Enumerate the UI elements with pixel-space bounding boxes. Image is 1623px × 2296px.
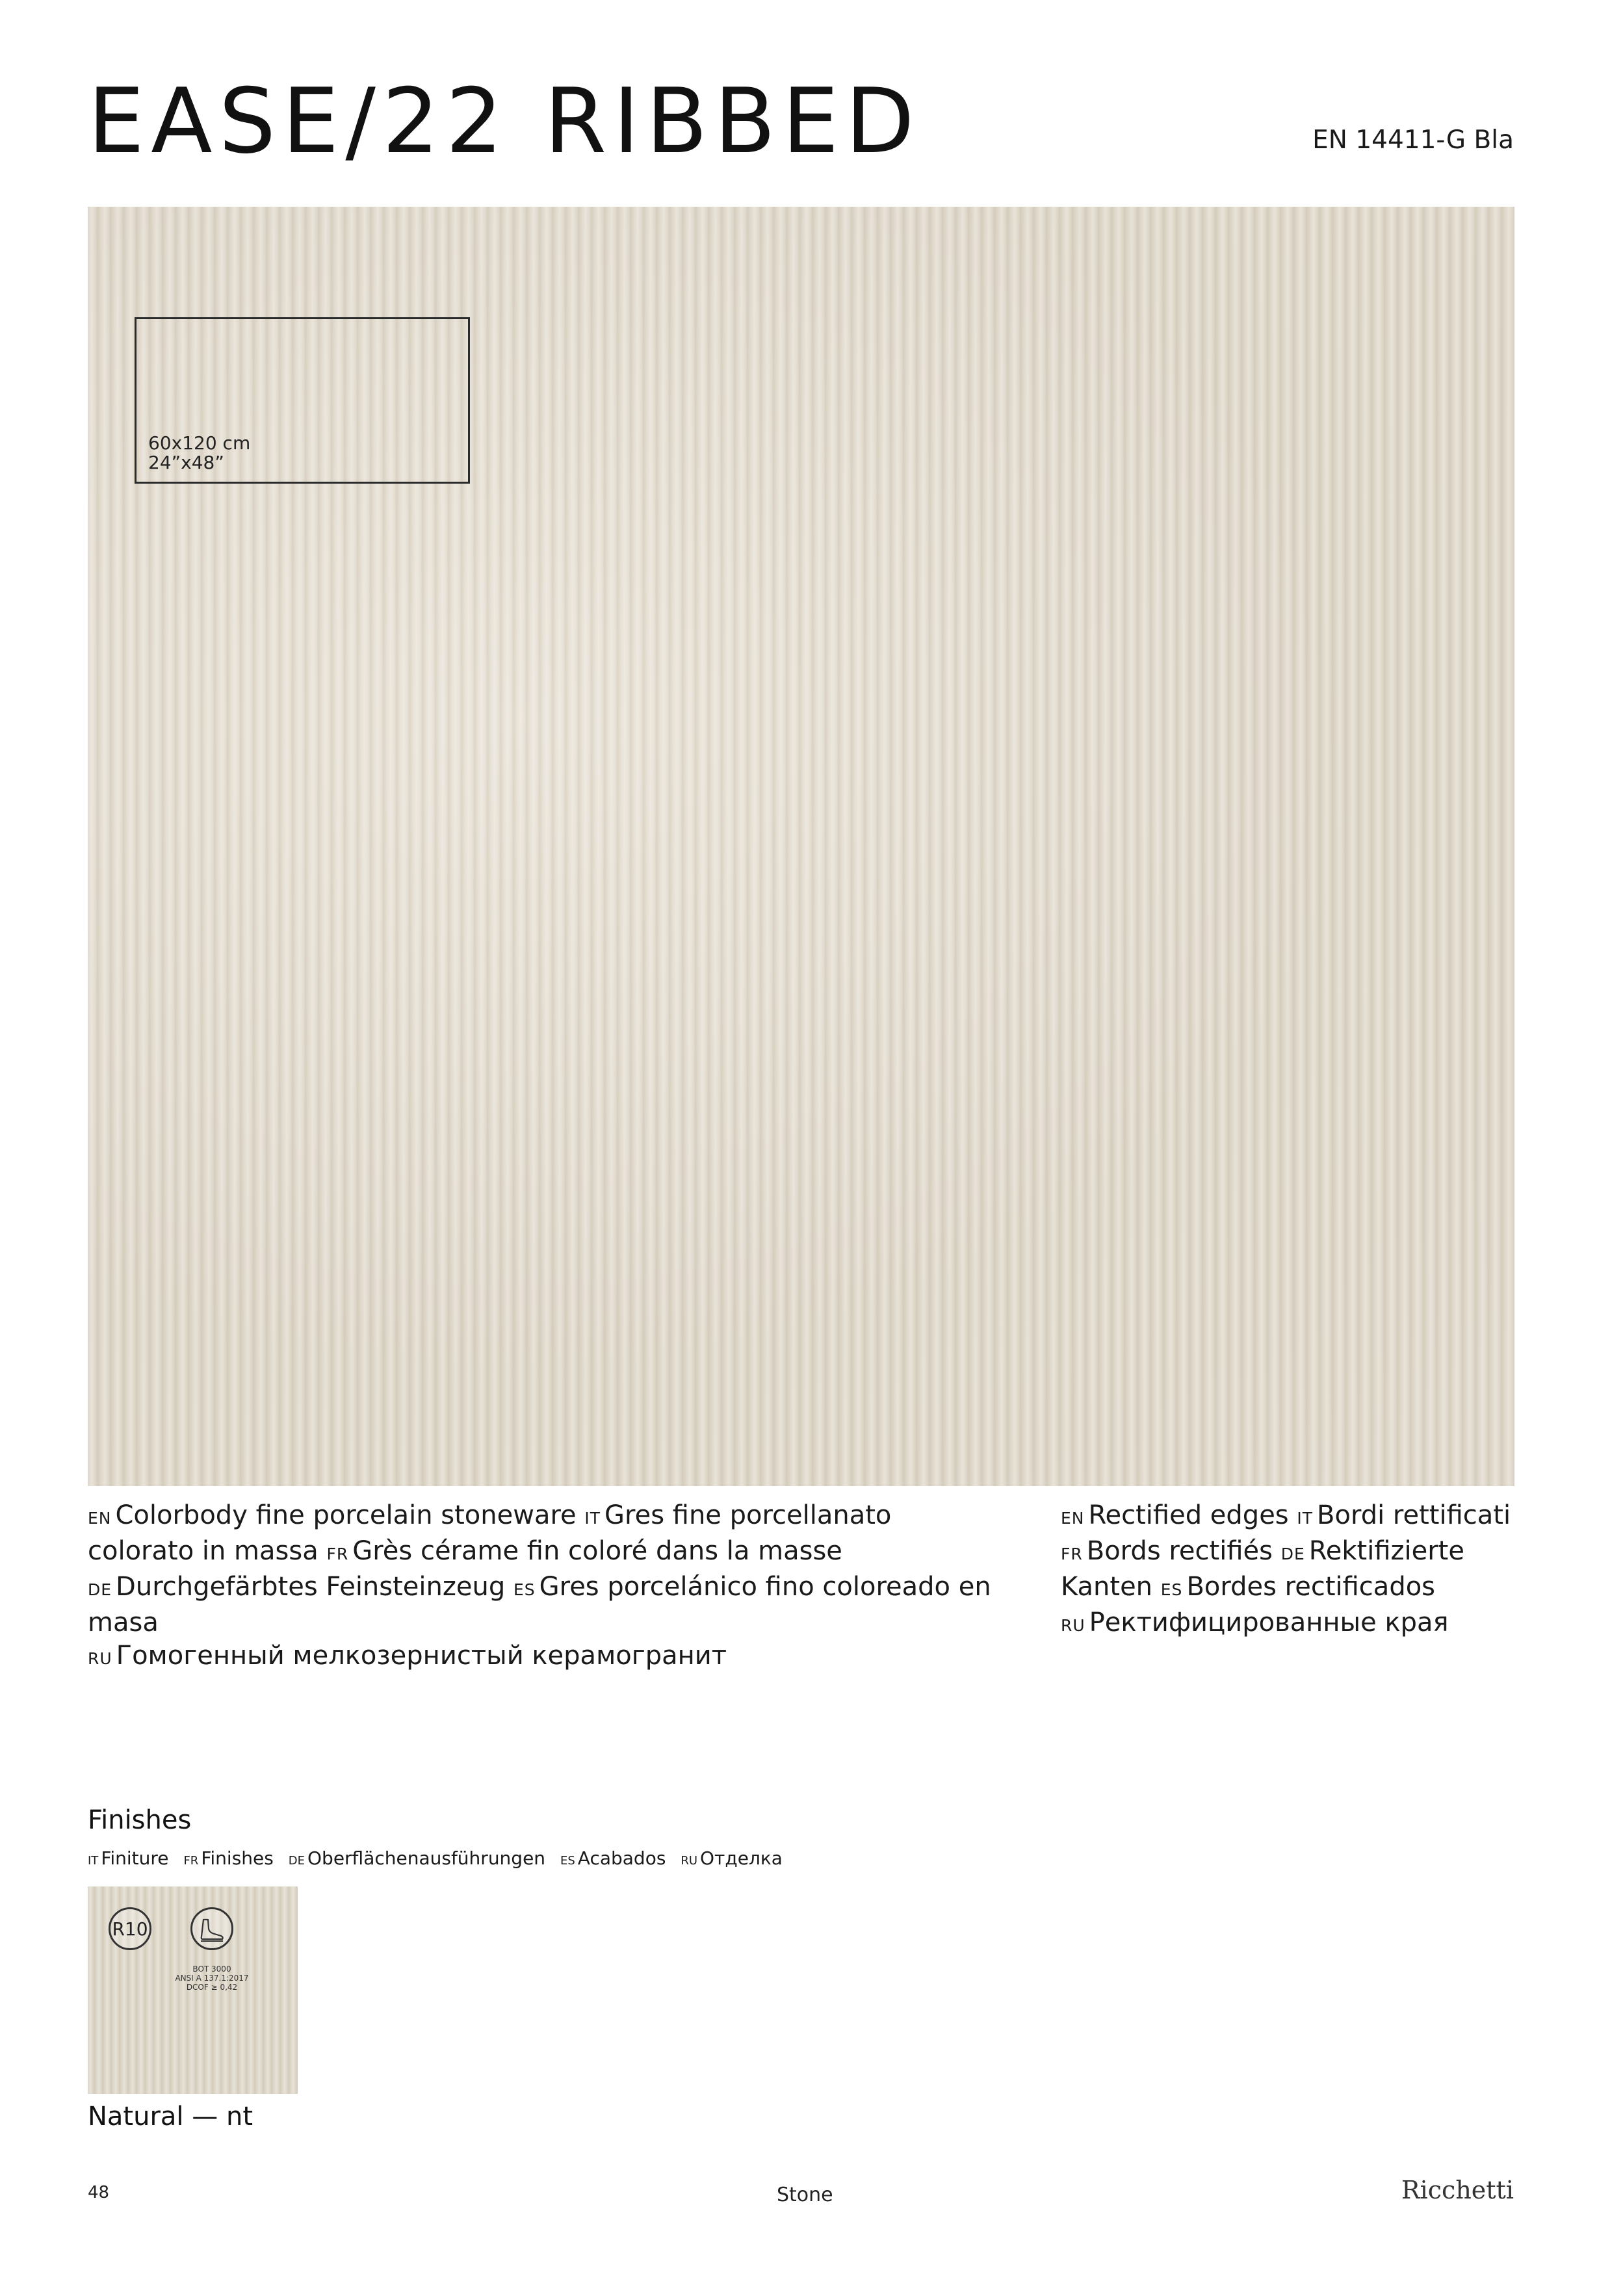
finishes-translation: Отделка (700, 1847, 783, 1869)
description-text: Rectified edges (1088, 1500, 1289, 1530)
slip-rating-badge: R10 (109, 1907, 151, 1950)
finishes-translation: Acabados (577, 1847, 666, 1869)
lang-code: RU (88, 1649, 112, 1668)
description-text: Durchgefärbtes Feinsteinzeug (116, 1572, 506, 1602)
description-text: Ректифицированные края (1089, 1608, 1449, 1637)
description-text: Bords rectifiés (1086, 1536, 1273, 1566)
description-text: Grès cérame fin coloré dans la masse (352, 1536, 842, 1566)
page-title: EASE/22 RIBBED (88, 69, 921, 174)
finishes-translation: Finishes (201, 1847, 274, 1869)
finish-label: Natural — nt (88, 2102, 253, 2132)
finishes-heading: Finishes (88, 1805, 192, 1835)
footer-category: Stone (777, 2184, 833, 2206)
lang-code: DE (288, 1854, 305, 1868)
material-description (88, 1499, 991, 1675)
tile-size-cm: 60x120 cm (148, 432, 251, 454)
tile-size-in: 24”x48” (148, 452, 224, 473)
slip-test-caption (166, 1964, 258, 1992)
lang-code: FR (183, 1854, 199, 1868)
lang-code: EN (1061, 1509, 1085, 1528)
slip-test-line: BOT 3000 (192, 1964, 231, 1974)
lang-code: DE (88, 1580, 112, 1599)
finishes-translation: Oberflächenausführungen (307, 1847, 546, 1869)
page-number: 48 (88, 2183, 110, 2202)
description-text: Gres fine porcellanato colorato in massa (88, 1500, 892, 1566)
lang-code: RU (681, 1854, 698, 1868)
description-text: Bordi rettificati (1317, 1500, 1511, 1530)
finishes-translation: Finiture (101, 1847, 169, 1869)
tile-image (88, 207, 1514, 1486)
tile-size-box (135, 317, 470, 484)
shoe-slip-icon (190, 1907, 233, 1950)
slip-test-line: DCOF ≥ 0,42 (186, 1983, 238, 1992)
lang-code: FR (326, 1545, 349, 1563)
description-text: Colorbody fine porcelain stoneware (115, 1500, 577, 1530)
lang-code: FR (1061, 1545, 1083, 1563)
slip-test-line: ANSI A 137.1:2017 (175, 1974, 249, 1983)
description-text: Rektifizierte Kanten (1061, 1536, 1464, 1602)
brand-logo: Ricchetti (1401, 2176, 1514, 2204)
lang-code: DE (1280, 1545, 1305, 1563)
lang-code: RU (1061, 1616, 1085, 1635)
lang-code: IT (1297, 1509, 1314, 1528)
lang-code: ES (560, 1854, 575, 1868)
lang-code: EN (88, 1509, 112, 1528)
lang-code: IT (88, 1854, 99, 1868)
description-text: Gres porcelánico fino coloreado en masa (88, 1572, 991, 1637)
finish-swatch-natural (88, 1886, 298, 2094)
description-text: Гомогенный мелкозернистый керамогранит (116, 1641, 727, 1671)
edges-description (1061, 1499, 1529, 1642)
finishes-translations (88, 1849, 783, 1868)
lang-code: ES (513, 1580, 536, 1599)
norm-code: EN 14411-G Bla (1312, 125, 1514, 155)
description-text: Bordes rectificados (1186, 1572, 1436, 1602)
lang-code: ES (1160, 1580, 1183, 1599)
tile-size-label (148, 434, 250, 473)
lang-code: IT (584, 1509, 601, 1528)
